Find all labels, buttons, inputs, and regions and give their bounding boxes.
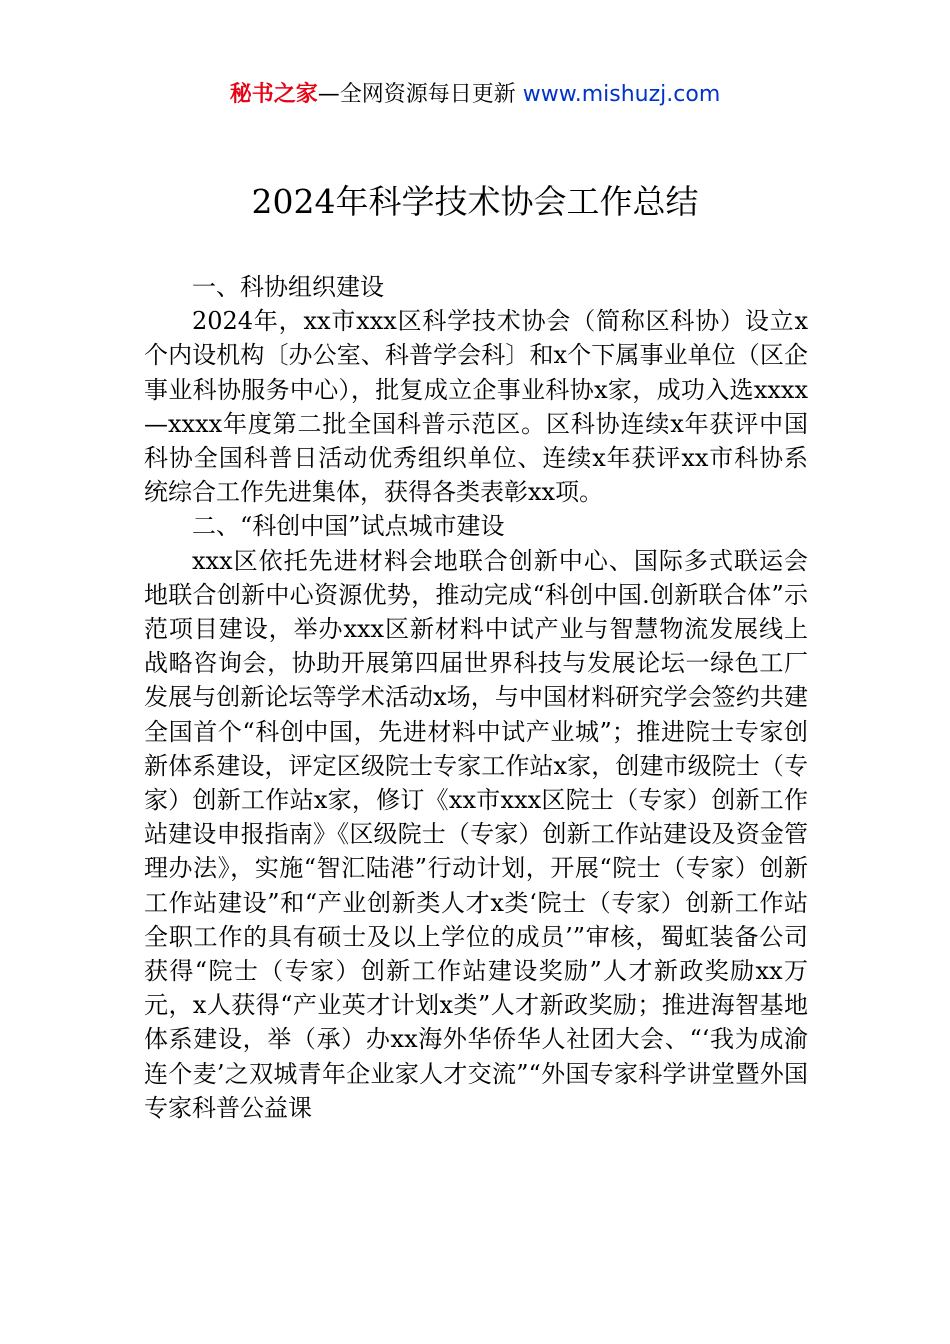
section-2-heading: 二、“科创中国”试点城市建设 xyxy=(192,512,505,541)
section-1-heading: 一、科协组织建设 xyxy=(192,273,384,301)
section-2-paragraph: xxx区依托先进材料会地联合创新中心、国际多式联运会地联合创新中心资源优势，推动完成“科创中国.创新联合体”示范项目建设，举办xxx区新材料中试产业与智慧物流发展线上战略咨询会，协助开展第四届世界科技与发展论坛一绿色工厂发展与创新论坛等学术活动x场，与中国材料研究学会签约共建全国首个“科创中国，先进材料中试产业城”；推进院士专家创新体系建设，评定区级院士专家工作站x家，创建市级院士（专家）创新工作站x家，修订《xx市xxx区院士（专家）创新工作站建设申报指南》《区级院士（专家）创新工作站建设及资金管理办法》，实施“智汇陆港”行动计划，开展“院士（专家）创新工作站建设”和“产业创新类人才x类‘院士（专家）创新工作站全职工作的具有硕士及以上学位的成员’”审核，蜀虹装备公司获得“院士（专家）创新工作站建设奖励”人才新政奖励xx万元，x人获得“产业英才计划x类”人才新政奖励；推进海智基地体系建设，举（承）办xx海外华侨华人社团大会、“‘我为成渝连个麦’之双城青年企业家人才交流”“外国专家科学讲堂暨外国专家科普公益课 xyxy=(144,546,808,1122)
site-brand: 秘书之家 xyxy=(229,82,318,107)
site-url-link[interactable]: www.mishuzj.com xyxy=(522,82,721,107)
document-body xyxy=(144,270,808,1125)
site-tagline: —全网资源每日更新 xyxy=(317,82,516,107)
section-1-paragraph: 2024年，xx市xxx区科学技术协会（简称区科协）设立x个内设机构〔办公室、科普学会科〕和x个下属事业单位（区企事业科协服务中心），批复成立企事业科协x家，成功入选xxxx—xxxx年度第二批全国科普示范区。区科协连续x年获评中国科协全国科普日活动优秀组织单位、连续x年获评xx市科协系统综合工作先进集体，获得各类表彰xx项。 xyxy=(144,307,808,507)
document-title: 2024年科学技术协会工作总结 xyxy=(251,182,699,221)
site-header xyxy=(0,80,950,110)
